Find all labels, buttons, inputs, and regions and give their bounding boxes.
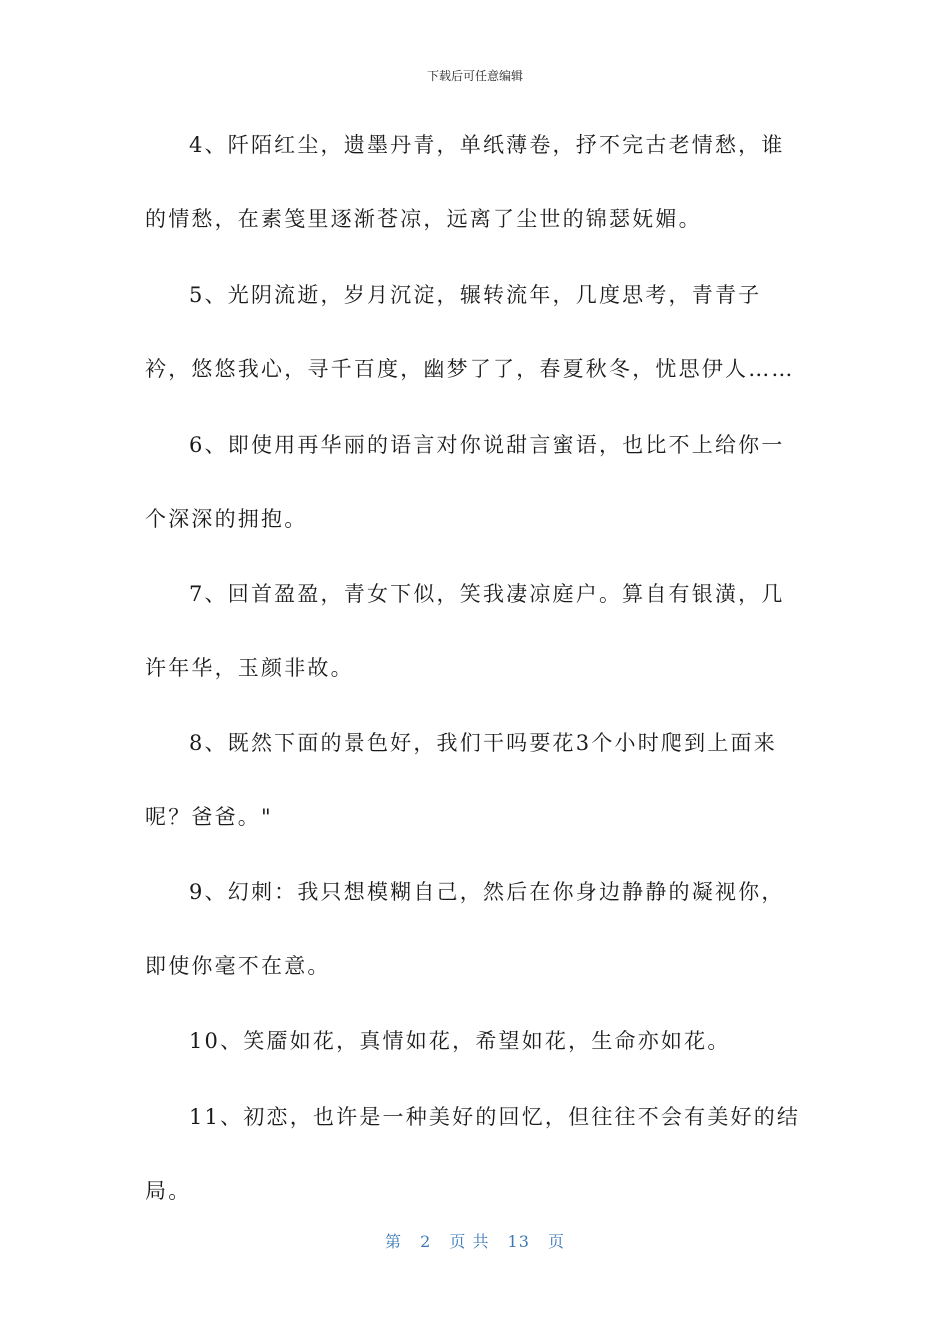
paragraph-item-11: 11、初恋，也许是一种美好的回忆，但往往不会有美好的结局。 (145, 1105, 801, 1203)
paragraph-item-4: 4、阡陌红尘，遗墨丹青，单纸薄卷，抒不完古老情愁，谁的情愁，在素笺里逐渐苍凉，远离了尘世的锦瑟妩媚。 (145, 133, 785, 231)
page-suffix-label: 页 (548, 1232, 566, 1251)
page-label: 第 (384, 1232, 402, 1251)
page-total-number: 13 (507, 1232, 530, 1251)
paragraph-item-8: 8、既然下面的景色好，我们干吗要花3个小时爬到上面来呢？爸爸。" (145, 731, 777, 829)
page-current-number: 2 (420, 1232, 432, 1251)
page-mid-label: 页 共 (449, 1232, 490, 1251)
page-footer (0, 1229, 950, 1252)
paragraph-item-9: 9、幻刺：我只想模糊自己，然后在你身边静静的凝视你，即使你毫不在意。 (145, 880, 785, 978)
header-note: 下载后可任意编辑 (426, 69, 523, 83)
paragraph-item-10: 10、笑靥如花，真情如花，希望如花，生命亦如花。 (189, 1029, 731, 1053)
paragraph-item-7: 7、回首盈盈，青女下似，笑我凄凉庭户。算自有银潢，几许年华，玉颜非故。 (145, 582, 785, 680)
paragraph-item-5: 5、光阴流逝，岁月沉淀，辗转流年，几度思考，青青子衿，悠悠我心，寻千百度，幽梦了了，春夏秋冬，忧思伊人…… (145, 283, 795, 381)
paragraph-item-6: 6、即使用再华丽的语言对你说甜言蜜语，也比不上给你一个深深的拥抱。 (145, 433, 785, 531)
